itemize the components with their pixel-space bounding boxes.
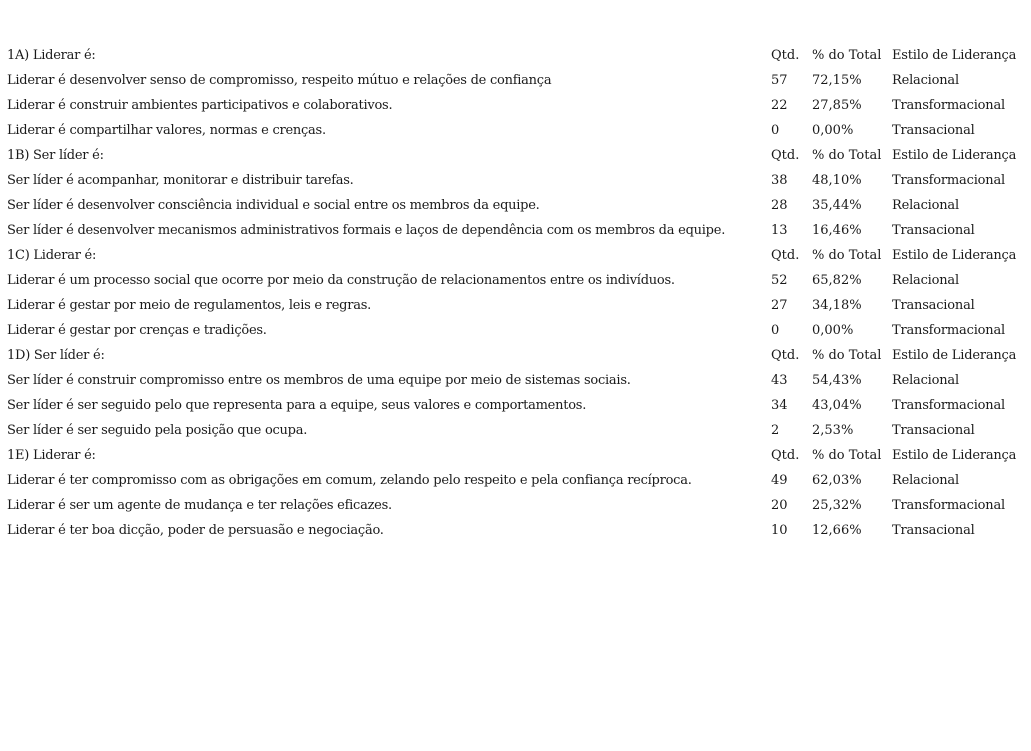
statement-text: Liderar é compartilhar valores, normas e crenças. [7, 123, 326, 138]
qtd-column-header: Qtd. [771, 248, 800, 263]
pct-value: 27,85% [812, 98, 862, 113]
style-value: Transacional [892, 223, 975, 238]
style-value: Transacional [892, 523, 975, 538]
section-title: 1A) Liderar é: [7, 48, 96, 63]
pct-column-header: % do Total [812, 448, 882, 463]
qtd-value: 52 [771, 273, 788, 288]
style-value: Transformacional [892, 323, 1005, 338]
style-value: Transformacional [892, 498, 1005, 513]
style-value: Relacional [892, 473, 959, 488]
qtd-value: 38 [771, 173, 788, 188]
statement-text: Liderar é um processo social que ocorre por meio da construção de relacionamentos entre os indivíduos. [7, 273, 675, 288]
pct-column-header: % do Total [812, 248, 882, 263]
statement-text: Ser líder é acompanhar, monitorar e distribuir tarefas. [7, 173, 354, 188]
section-header-row [7, 143, 1027, 168]
statement-text: Ser líder é desenvolver consciência individual e social entre os membros da equipe. [7, 198, 540, 213]
table-row [7, 268, 1027, 293]
pct-value: 12,66% [812, 523, 862, 538]
table-row [7, 218, 1027, 243]
statement-text: Ser líder é desenvolver mecanismos administrativos formais e laços de dependência com os membros da equipe. [7, 223, 726, 238]
qtd-value: 34 [771, 398, 788, 413]
leadership-results-table [7, 43, 1027, 543]
table-row [7, 418, 1027, 443]
pct-value: 25,32% [812, 498, 862, 513]
pct-value: 16,46% [812, 223, 862, 238]
section-title: 1B) Ser líder é: [7, 148, 104, 163]
section-title: 1D) Ser líder é: [7, 348, 105, 363]
statement-text: Liderar é ter boa dicção, poder de persuasão e negociação. [7, 523, 384, 538]
section-title: 1E) Liderar é: [7, 448, 96, 463]
statement-text: Liderar é desenvolver senso de compromisso, respeito mútuo e relações de confiança [7, 73, 552, 88]
qtd-value: 27 [771, 298, 788, 313]
pct-value: 34,18% [812, 298, 862, 313]
table-row [7, 93, 1027, 118]
statement-text: Liderar é gestar por meio de regulamentos, leis e regras. [7, 298, 372, 313]
style-value: Transformacional [892, 98, 1005, 113]
pct-column-header: % do Total [812, 348, 882, 363]
style-value: Transacional [892, 298, 975, 313]
statement-text: Liderar é ter compromisso com as obrigações em comum, zelando pelo respeito e pela confiança recíproca. [7, 473, 692, 488]
qtd-value: 13 [771, 223, 788, 238]
pct-value: 48,10% [812, 173, 862, 188]
pct-column-header: % do Total [812, 148, 882, 163]
statement-text: Ser líder é ser seguido pelo que representa para a equipe, seus valores e comportamentos. [7, 398, 587, 413]
section-header-row [7, 243, 1027, 268]
qtd-value: 0 [771, 323, 780, 338]
style-column-header: Estilo de Liderança [892, 48, 1017, 63]
survey-results-document [7, 43, 1027, 543]
pct-value: 62,03% [812, 473, 862, 488]
pct-value: 2,53% [812, 423, 854, 438]
statement-text: Liderar é construir ambientes participativos e colaborativos. [7, 98, 393, 113]
pct-column-header: % do Total [812, 48, 882, 63]
style-column-header: Estilo de Liderança [892, 348, 1017, 363]
qtd-column-header: Qtd. [771, 348, 800, 363]
statement-text: Liderar é ser um agente de mudança e ter relações eficazes. [7, 498, 392, 513]
section-header-row [7, 443, 1027, 468]
style-column-header: Estilo de Liderança [892, 248, 1017, 263]
style-value: Transacional [892, 423, 975, 438]
table-row [7, 193, 1027, 218]
table-row [7, 518, 1027, 543]
style-value: Relacional [892, 198, 959, 213]
statement-text: Ser líder é ser seguido pela posição que ocupa. [7, 423, 308, 438]
qtd-value: 57 [771, 73, 788, 88]
qtd-value: 28 [771, 198, 788, 213]
qtd-column-header: Qtd. [771, 448, 800, 463]
qtd-value: 22 [771, 98, 788, 113]
section-title: 1C) Liderar é: [7, 248, 97, 263]
qtd-value: 0 [771, 123, 780, 138]
qtd-value: 10 [771, 523, 788, 538]
table-row [7, 393, 1027, 418]
pct-value: 0,00% [812, 323, 854, 338]
statement-text: Liderar é gestar por crenças e tradições. [7, 323, 267, 338]
qtd-value: 2 [771, 423, 780, 438]
pct-value: 72,15% [812, 73, 862, 88]
pct-value: 65,82% [812, 273, 862, 288]
table-row [7, 318, 1027, 343]
table-row [7, 168, 1027, 193]
table-row [7, 368, 1027, 393]
table-row [7, 493, 1027, 518]
table-row [7, 293, 1027, 318]
qtd-column-header: Qtd. [771, 148, 800, 163]
style-value: Relacional [892, 373, 959, 388]
table-row [7, 68, 1027, 93]
table-row [7, 468, 1027, 493]
pct-value: 0,00% [812, 123, 854, 138]
pct-value: 54,43% [812, 373, 862, 388]
style-value: Transacional [892, 123, 975, 138]
style-column-header: Estilo de Liderança [892, 148, 1017, 163]
section-header-row [7, 343, 1027, 368]
style-value: Transformacional [892, 398, 1005, 413]
table-row [7, 118, 1027, 143]
style-column-header: Estilo de Liderança [892, 448, 1017, 463]
section-header-row [7, 43, 1027, 68]
style-value: Relacional [892, 273, 959, 288]
pct-value: 35,44% [812, 198, 862, 213]
style-value: Relacional [892, 73, 959, 88]
pct-value: 43,04% [812, 398, 862, 413]
qtd-value: 20 [771, 498, 788, 513]
qtd-column-header: Qtd. [771, 48, 800, 63]
style-value: Transformacional [892, 173, 1005, 188]
statement-text: Ser líder é construir compromisso entre os membros de uma equipe por meio de sistemas sociais. [7, 373, 631, 388]
qtd-value: 49 [771, 473, 788, 488]
qtd-value: 43 [771, 373, 788, 388]
